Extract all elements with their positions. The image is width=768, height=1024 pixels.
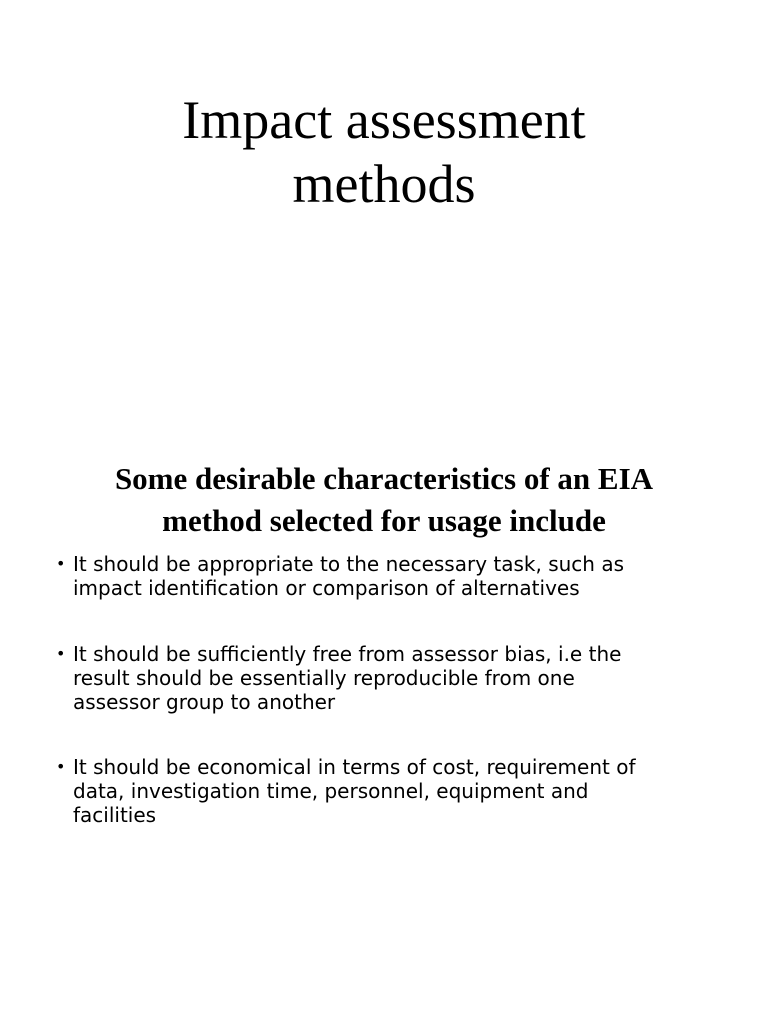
- bullet-marker: •: [56, 644, 66, 663]
- bullet-line: assessor group to another: [73, 690, 336, 714]
- bullet-line: impact identification or comparison of alternatives: [73, 576, 580, 600]
- section-heading: [0, 458, 768, 542]
- bullet-line: data, investigation time, personnel, equipment and: [73, 779, 589, 803]
- slide-title: [0, 88, 768, 216]
- bullet-item: [56, 755, 736, 827]
- bullet-item: [56, 642, 736, 714]
- section-heading-line-2: method selected for usage include: [162, 503, 606, 538]
- bullet-line: It should be appropriate to the necessary task, such as: [73, 552, 624, 576]
- bullet-marker: •: [56, 757, 66, 776]
- bullet-text: [73, 552, 736, 600]
- bullet-line: facilities: [73, 803, 157, 827]
- bullet-line: result should be essentially reproducible from one: [73, 666, 575, 690]
- bullet-line: It should be sufficiently free from assessor bias, i.e the: [73, 642, 622, 666]
- bullet-marker: •: [56, 554, 66, 573]
- bullet-item: [56, 552, 736, 600]
- section-heading-line-1: Some desirable characteristics of an EIA: [114, 461, 654, 496]
- slide-title-line-2: methods: [292, 154, 476, 214]
- bullet-text: [73, 755, 736, 827]
- bullet-text: [73, 642, 736, 714]
- slide-title-line-1: Impact assessment: [182, 90, 586, 150]
- bullet-line: It should be economical in terms of cost, requirement of: [73, 755, 636, 779]
